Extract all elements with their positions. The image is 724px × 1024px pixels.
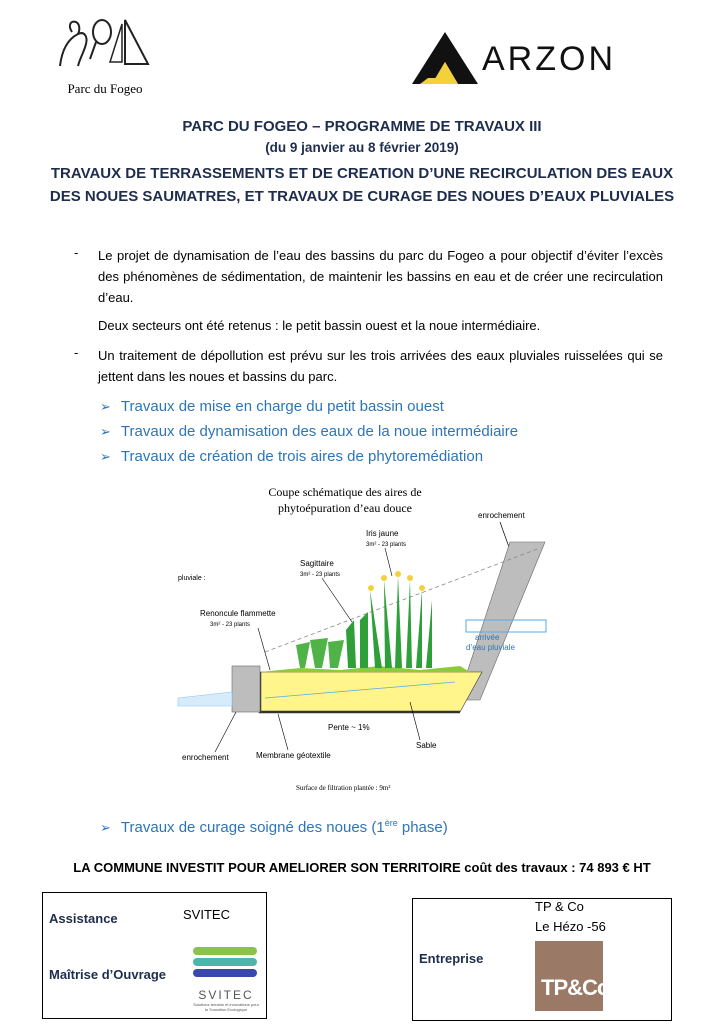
entreprise-box <box>412 898 672 1021</box>
arzon-logo-text: ARZON <box>482 40 616 78</box>
diagram-title-line2: phytoépuration d’eau douce <box>278 501 412 515</box>
label-iris: Iris jaune <box>366 529 399 538</box>
date-range: (du 9 janvier au 8 février 2019) <box>265 140 459 155</box>
label-enrochement-bottom: enrochement <box>182 753 229 762</box>
iris-flowers <box>368 571 425 591</box>
assistance-box <box>42 892 267 1019</box>
investment-line: LA COMMUNE INVESTIT POUR AMELIORER SON TERRITOIRE coût des travaux : 74 893 € HT <box>73 860 651 875</box>
tp-co-logo-text: TP&Co <box>541 975 610 1000</box>
label-sable: Sable <box>416 741 437 750</box>
label-surface: Surface de filtration plantée : 9m² <box>296 784 391 792</box>
label-sagittaire: Sagittaire <box>300 559 334 568</box>
outlet-pipe <box>178 692 232 706</box>
assistance-value: SVITEC <box>183 907 230 922</box>
entreprise-label: Entreprise <box>419 951 484 966</box>
phytoepuration-diagram <box>170 480 570 795</box>
work-item: ➢ Travaux de dynamisation des eaux de la noue intermédiaire <box>100 423 519 440</box>
bullet-dash: - <box>74 345 79 360</box>
parc-du-fogeo-logo <box>50 14 160 94</box>
svitec-logo-text: SVITEC <box>198 988 254 1002</box>
svitec-logo <box>191 945 266 1015</box>
arzon-logo <box>410 30 640 86</box>
arrow-icon: ➢ <box>100 424 111 439</box>
company-name: TP & Co <box>535 899 584 914</box>
label-iris-qty: 3m² - 23 plants <box>366 542 407 548</box>
rock-block-left <box>232 666 260 712</box>
arrow-icon: ➢ <box>100 399 111 414</box>
diagram-title-line1: Coupe schématique des aires de <box>268 485 422 499</box>
label-enrochement-top: enrochement <box>478 511 525 520</box>
maitrise-label: Maîtrise d’Ouvrage <box>49 967 167 982</box>
page-title: PARC DU FOGEO – PROGRAMME DE TRAVAUX III <box>182 118 542 135</box>
label-arrivee2: d’eau pluviale <box>466 643 515 652</box>
sand-bed <box>260 672 482 712</box>
arrow-icon: ➢ <box>100 820 111 835</box>
intro-paragraph: Le projet de dynamisation de l’eau des bassins du parc du Fogeo a pour objectif d’éviter l’excès des phénomènes de sédimentation, de maintenir les bassins en eau et de créer une recirculation d’eau. <box>98 248 663 305</box>
sectors-paragraph: Deux secteurs ont été retenus : le petit bassin ouest et la noue intermédiaire. <box>98 318 541 333</box>
label-renoncule: Renoncule flammette <box>200 609 276 618</box>
label-arrivee1: arrivée <box>475 633 500 642</box>
company-location: Le Hézo -56 <box>535 919 606 934</box>
label-pluviale: pluviale : <box>178 575 206 582</box>
parc-logo-text: Parc du Fogeo <box>67 81 143 96</box>
work-item: ➢ Travaux de curage soigné des noues (1ère phase) <box>100 818 448 836</box>
sagittaire-plants <box>346 612 368 668</box>
work-item: ➢ Travaux de création de trois aires de phytoremédiation <box>100 448 484 465</box>
label-sagittaire-qty: 3m² - 23 plants <box>300 572 341 578</box>
work-item: ➢ Travaux de mise en charge du petit bassin ouest <box>100 398 444 415</box>
page-subtitle: TRAVAUX DE TERRASSEMENTS ET DE CREATION D’UNE RECIRCULATION DES EAUX DES NOUES SAUMATRES, ET TRAVAUX DE CURAGE DES NOUES D’EAUX PLUVIALES <box>49 165 675 205</box>
assistance-label: Assistance <box>49 911 118 926</box>
label-membrane: Membrane géotextile <box>256 751 331 760</box>
arrow-icon: ➢ <box>100 449 111 464</box>
label-renoncule-qty: 3m² - 23 plants <box>210 622 251 628</box>
renoncule-plants <box>296 638 344 668</box>
svitec-tagline: Solutions terrains et innovations pour la Transition Ecologique <box>193 1002 259 1012</box>
treatment-paragraph: Un traitement de dépollution est prévu sur les trois arrivées des eaux pluviales ruisselées qui se jettent dans les noues et bassins du parc. <box>98 348 663 384</box>
bullet-dash: - <box>74 245 79 260</box>
tp-co-logo <box>535 941 610 1011</box>
label-pente: Pente ~ 1% <box>328 723 370 732</box>
